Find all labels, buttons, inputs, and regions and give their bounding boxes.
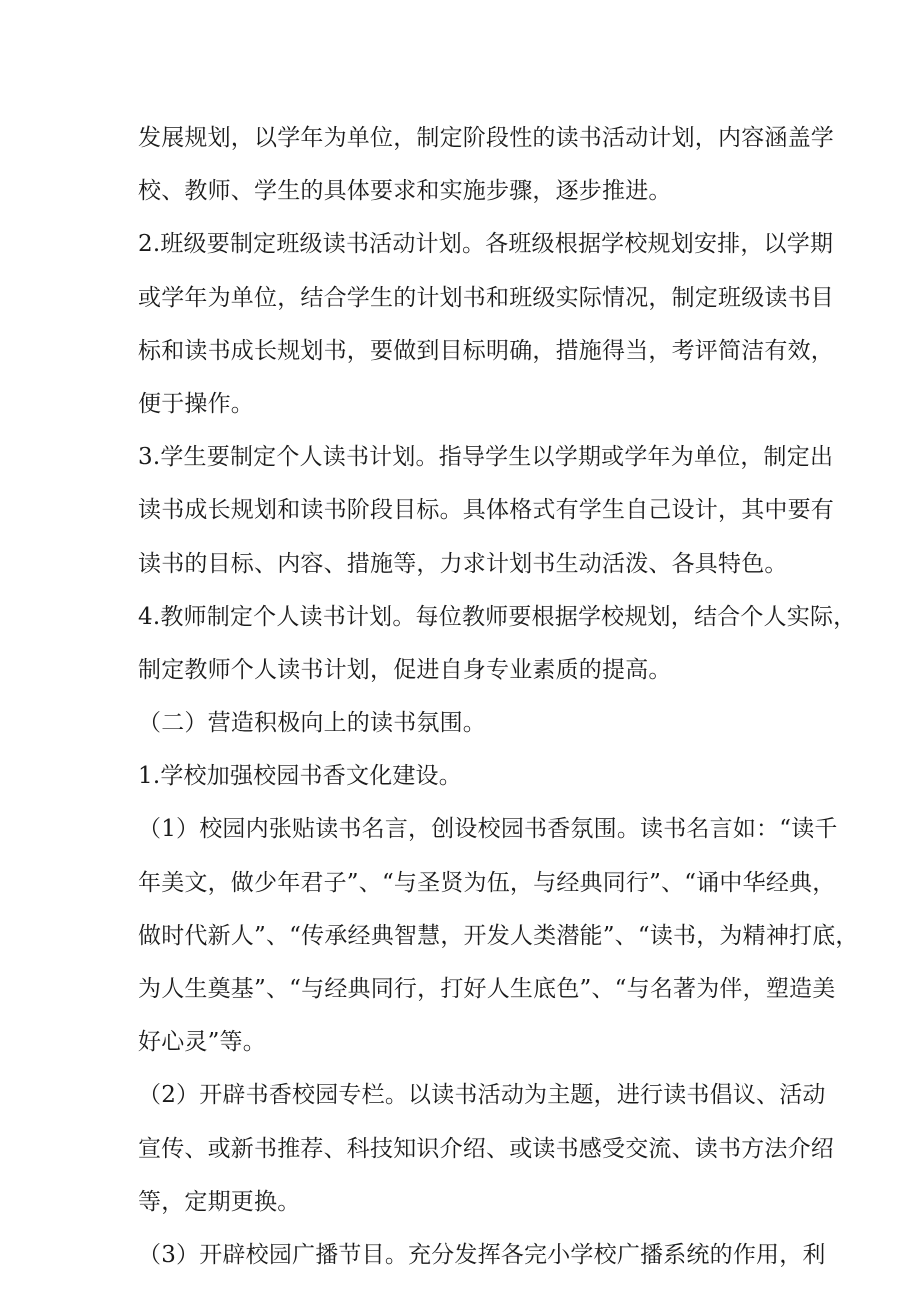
text-line: 好心灵”等。 [138, 1029, 266, 1056]
text-line: 发展规划，以学年为单位，制定阶段性的读书活动计划，内容涵盖学 [138, 125, 834, 151]
text-line: 为人生奠基”、“与经典同行，打好人生底色”、“与名著为伴，塑造美 [138, 976, 836, 1002]
text-line: （3）开辟校园广播节目。充分发挥各完小学校广播系统的作用，利 [138, 1241, 826, 1268]
text-line: 读书的目标、内容、措施等，力求计划书生动活泼、各具特色。 [138, 550, 788, 577]
text-line: 年美文，做少年君子”、“与圣贤为伍，与经典同行”、“诵中华经典， [138, 869, 836, 896]
section-heading: （二）营造积极向上的读书氛围。 [138, 710, 486, 737]
text-line: 读书成长规划和读书阶段目标。具体格式有学生自己设计，其中要有 [138, 497, 834, 524]
text-line: 宣传、或新书推荐、科技知识介绍、或读书感受交流、读书方法介绍 [138, 1135, 834, 1162]
text-line: 便于操作。 [138, 390, 254, 417]
text-line: 或学年为单位，结合学生的计划书和班级实际情况，制定班级读书目 [138, 284, 834, 311]
text-line: 等，定期更换。 [138, 1188, 301, 1215]
text-line: 制定教师个人读书计划，促进自身专业素质的提高。 [138, 656, 672, 683]
text-line: 2.班级要制定班级读书活动计划。各班级根据学校规划安排，以学期 [138, 231, 834, 258]
document-body [138, 112, 859, 1282]
text-line: 3.学生要制定个人读书计划。指导学生以学期或学年为单位，制定出 [138, 444, 834, 471]
text-line: 标和读书成长规划书，要做到目标明确，措施得当，考评简洁有效， [138, 337, 834, 364]
text-line: 校、教师、学生的具体要求和实施步骤，逐步推进。 [138, 178, 672, 205]
text-line: 做时代新人”、“传承经典智慧，开发人类潜能”、“读书，为精神打底， [138, 922, 859, 949]
text-line: （1）校园内张贴读书名言，创设校园书香氛围。读书名言如：“读千 [138, 816, 838, 843]
text-line: 1.学校加强校园书香文化建设。 [138, 763, 462, 790]
text-line: （2）开辟书香校园专栏。以读书活动为主题，进行读书倡议、活动 [138, 1082, 826, 1109]
text-line: 4.教师制定个人读书计划。每位教师要根据学校规划，结合个人实际， [138, 603, 857, 630]
